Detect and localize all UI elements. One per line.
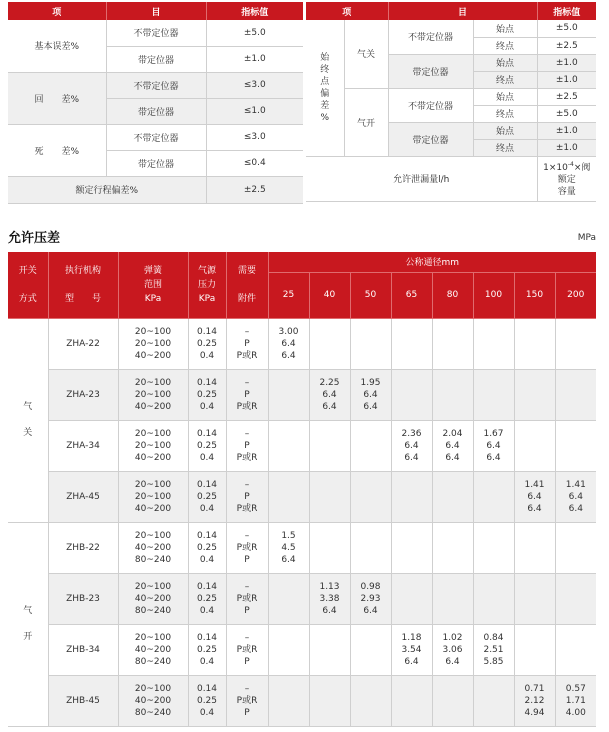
pressure-value xyxy=(432,318,473,369)
close-no-pos-end-value: ±2.5 xyxy=(537,37,596,54)
pressure-value xyxy=(350,522,391,573)
pressure-value xyxy=(514,369,555,420)
pressure-value xyxy=(309,318,350,369)
header-size: 65 xyxy=(391,272,432,318)
air-supply: 0.14 0.25 0.4 xyxy=(188,420,226,471)
spring-range: 20~100 20~100 40~200 xyxy=(118,471,188,522)
rated-travel-label: 额定行程偏差% xyxy=(8,176,206,203)
header-mode: 开关 方式 xyxy=(8,252,48,318)
header-mu: 目 xyxy=(388,2,537,20)
pressure-value xyxy=(268,471,309,522)
pressure-value xyxy=(473,675,514,726)
spring-range: 20~100 40~200 80~240 xyxy=(118,624,188,675)
actuator-model: ZHB-34 xyxy=(48,624,118,675)
pressure-value xyxy=(432,675,473,726)
close-pos-start-value: ±1.0 xyxy=(537,54,596,71)
pressure-value xyxy=(309,624,350,675)
spring-range: 20~100 20~100 40~200 xyxy=(118,318,188,369)
basic-error-no-pos-value: ±5.0 xyxy=(206,20,303,46)
start-point-label: 始点 xyxy=(473,20,537,37)
endpoint-deviation-table xyxy=(306,2,596,202)
endpoint-deviation-label: 始 终 点 偏 差 % xyxy=(306,20,344,156)
pressure-value xyxy=(473,522,514,573)
start-point-label: 始点 xyxy=(473,54,537,71)
open-no-pos-end-value: ±5.0 xyxy=(537,105,596,122)
actuator-model: ZHB-22 xyxy=(48,522,118,573)
mode-label: 气 开 xyxy=(8,522,48,726)
pressure-value xyxy=(555,318,596,369)
basic-error-label: 基本误差% xyxy=(8,20,106,72)
pressure-value: 1.95 6.4 6.4 xyxy=(350,369,391,420)
with-positioner-label: 带定位器 xyxy=(106,98,206,124)
pressure-value: 1.67 6.4 6.4 xyxy=(473,420,514,471)
pressure-value xyxy=(391,573,432,624)
pressure-value xyxy=(350,471,391,522)
open-pos-end-value: ±1.0 xyxy=(537,139,596,156)
pressure-value xyxy=(432,573,473,624)
pressure-value xyxy=(514,573,555,624)
no-positioner-label: 不带定位器 xyxy=(388,88,473,122)
allowable-pressure-table xyxy=(8,252,596,727)
actuator-model: ZHA-23 xyxy=(48,369,118,420)
header-size: 25 xyxy=(268,272,309,318)
air-supply: 0.14 0.25 0.4 xyxy=(188,675,226,726)
pressure-value xyxy=(309,420,350,471)
pressure-value: 1.13 3.38 6.4 xyxy=(309,573,350,624)
pressure-value xyxy=(473,369,514,420)
pressure-value xyxy=(432,471,473,522)
spring-range: 20~100 40~200 80~240 xyxy=(118,573,188,624)
pressure-value: 2.04 6.4 6.4 xyxy=(432,420,473,471)
pressure-value xyxy=(350,675,391,726)
pressure-value: 3.00 6.4 6.4 xyxy=(268,318,309,369)
pressure-value xyxy=(268,420,309,471)
air-supply: 0.14 0.25 0.4 xyxy=(188,573,226,624)
leakage-value: $1\times 10^{-4}\times$阀 额定 容量 xyxy=(537,156,596,201)
pressure-value xyxy=(268,624,309,675)
pressure-value xyxy=(391,522,432,573)
table-row xyxy=(8,573,596,624)
rated-travel-value: ±2.5 xyxy=(206,176,303,203)
close-pos-end-value: ±1.0 xyxy=(537,71,596,88)
hysteresis-no-pos-value: ≤3.0 xyxy=(206,72,303,98)
header-size: 100 xyxy=(473,272,514,318)
pressure-value: 1.18 3.54 6.4 xyxy=(391,624,432,675)
dead-band-no-pos-value: ≤3.0 xyxy=(206,124,303,150)
pressure-value xyxy=(473,573,514,624)
header-size: 50 xyxy=(350,272,391,318)
header-index-value: 指标值 xyxy=(537,2,596,20)
mode-label: 气 关 xyxy=(8,318,48,522)
actuator-model: ZHA-22 xyxy=(48,318,118,369)
accessory: – P P或R xyxy=(226,420,268,471)
actuator-model: ZHA-34 xyxy=(48,420,118,471)
table-row xyxy=(8,675,596,726)
start-point-label: 始点 xyxy=(473,122,537,139)
pressure-value: 1.41 6.4 6.4 xyxy=(555,471,596,522)
no-positioner-label: 不带定位器 xyxy=(106,72,206,98)
pressure-value xyxy=(555,420,596,471)
basic-error-pos-value: ±1.0 xyxy=(206,46,303,72)
header-accessories: 需要 附件 xyxy=(226,252,268,318)
unit-label: MPa xyxy=(577,233,596,243)
header-index-value: 指标值 xyxy=(206,2,303,20)
table-row xyxy=(8,318,596,369)
pressure-value xyxy=(432,522,473,573)
pressure-value xyxy=(309,522,350,573)
header-size: 40 xyxy=(309,272,350,318)
header-size: 200 xyxy=(555,272,596,318)
pressure-value xyxy=(268,369,309,420)
air-to-close-label: 气关 xyxy=(344,20,388,88)
pressure-value: 0.57 1.71 4.00 xyxy=(555,675,596,726)
error-spec-header xyxy=(8,2,303,20)
pressure-value xyxy=(309,675,350,726)
table-row xyxy=(8,369,596,420)
accessory: – P或R P xyxy=(226,522,268,573)
actuator-model: ZHA-45 xyxy=(48,471,118,522)
close-no-pos-start-value: ±5.0 xyxy=(537,20,596,37)
pressure-value xyxy=(350,624,391,675)
hysteresis-label: 回 差% xyxy=(8,72,106,124)
spring-range: 20~100 20~100 40~200 xyxy=(118,420,188,471)
pressure-value xyxy=(432,369,473,420)
header-nominal-diameter: 公称通径mm xyxy=(268,252,596,272)
spring-range: 20~100 40~200 80~240 xyxy=(118,522,188,573)
accessory: – P P或R xyxy=(226,471,268,522)
with-positioner-label: 带定位器 xyxy=(388,54,473,88)
pressure-value xyxy=(350,318,391,369)
pressure-value: 0.98 2.93 6.4 xyxy=(350,573,391,624)
header-xiang: 项 xyxy=(8,2,106,20)
pressure-value: 2.25 6.4 6.4 xyxy=(309,369,350,420)
header-size: 80 xyxy=(432,272,473,318)
accessory: – P或R P xyxy=(226,624,268,675)
pressure-value xyxy=(391,318,432,369)
accessory: – P P或R xyxy=(226,318,268,369)
with-positioner-label: 带定位器 xyxy=(388,122,473,156)
open-no-pos-start-value: ±2.5 xyxy=(537,88,596,105)
dead-band-label: 死 差% xyxy=(8,124,106,176)
table-row xyxy=(8,471,596,522)
table-row xyxy=(8,420,596,471)
pressure-value xyxy=(514,522,555,573)
pressure-value: 1.41 6.4 6.4 xyxy=(514,471,555,522)
pressure-value xyxy=(555,369,596,420)
error-spec-table xyxy=(8,2,303,204)
no-positioner-label: 不带定位器 xyxy=(388,20,473,54)
air-supply: 0.14 0.25 0.4 xyxy=(188,318,226,369)
header-spring-range: 弹簧 范围 KPa xyxy=(118,252,188,318)
pressure-value xyxy=(268,675,309,726)
pressure-value xyxy=(473,318,514,369)
leakage-label: 允许泄漏量l/h xyxy=(306,156,537,201)
pressure-value xyxy=(268,573,309,624)
air-to-open-label: 气开 xyxy=(344,88,388,156)
table-row xyxy=(8,522,596,573)
pressure-value xyxy=(391,471,432,522)
end-point-label: 终点 xyxy=(473,139,537,156)
pressure-value: 2.36 6.4 6.4 xyxy=(391,420,432,471)
air-supply: 0.14 0.25 0.4 xyxy=(188,471,226,522)
header-air-supply: 气源 压力 KPa xyxy=(188,252,226,318)
pressure-value xyxy=(514,318,555,369)
header-mu: 目 xyxy=(106,2,206,20)
spring-range: 20~100 20~100 40~200 xyxy=(118,369,188,420)
air-supply: 0.14 0.25 0.4 xyxy=(188,624,226,675)
air-supply: 0.14 0.25 0.4 xyxy=(188,522,226,573)
actuator-model: ZHB-45 xyxy=(48,675,118,726)
pressure-value xyxy=(309,471,350,522)
table-row xyxy=(8,624,596,675)
pressure-value xyxy=(391,369,432,420)
pressure-value: 0.71 2.12 4.94 xyxy=(514,675,555,726)
pressure-value xyxy=(555,624,596,675)
pressure-value xyxy=(514,624,555,675)
pressure-value xyxy=(473,471,514,522)
pressure-value: 1.5 4.5 6.4 xyxy=(268,522,309,573)
pressure-value xyxy=(350,420,391,471)
with-positioner-label: 带定位器 xyxy=(106,150,206,176)
with-positioner-label: 带定位器 xyxy=(106,46,206,72)
actuator-model: ZHB-23 xyxy=(48,573,118,624)
header-size: 150 xyxy=(514,272,555,318)
end-point-label: 终点 xyxy=(473,37,537,54)
dead-band-pos-value: ≤0.4 xyxy=(206,150,303,176)
spring-range: 20~100 40~200 80~240 xyxy=(118,675,188,726)
pressure-value: 0.84 2.51 5.85 xyxy=(473,624,514,675)
pressure-value: 1.02 3.06 6.4 xyxy=(432,624,473,675)
header-actuator-model: 执行机构 型 号 xyxy=(48,252,118,318)
endpoint-deviation-header xyxy=(306,2,596,20)
end-point-label: 终点 xyxy=(473,105,537,122)
accessory: – P P或R xyxy=(226,369,268,420)
pressure-value xyxy=(555,573,596,624)
no-positioner-label: 不带定位器 xyxy=(106,20,206,46)
pressure-value xyxy=(391,675,432,726)
no-positioner-label: 不带定位器 xyxy=(106,124,206,150)
open-pos-start-value: ±1.0 xyxy=(537,122,596,139)
pressure-value xyxy=(514,420,555,471)
air-supply: 0.14 0.25 0.4 xyxy=(188,369,226,420)
header-xiang: 项 xyxy=(306,2,388,20)
end-point-label: 终点 xyxy=(473,71,537,88)
pressure-value xyxy=(555,522,596,573)
accessory: – P或R P xyxy=(226,675,268,726)
section-title: 允许压差 xyxy=(8,231,61,246)
accessory: – P或R P xyxy=(226,573,268,624)
start-point-label: 始点 xyxy=(473,88,537,105)
hysteresis-pos-value: ≤1.0 xyxy=(206,98,303,124)
